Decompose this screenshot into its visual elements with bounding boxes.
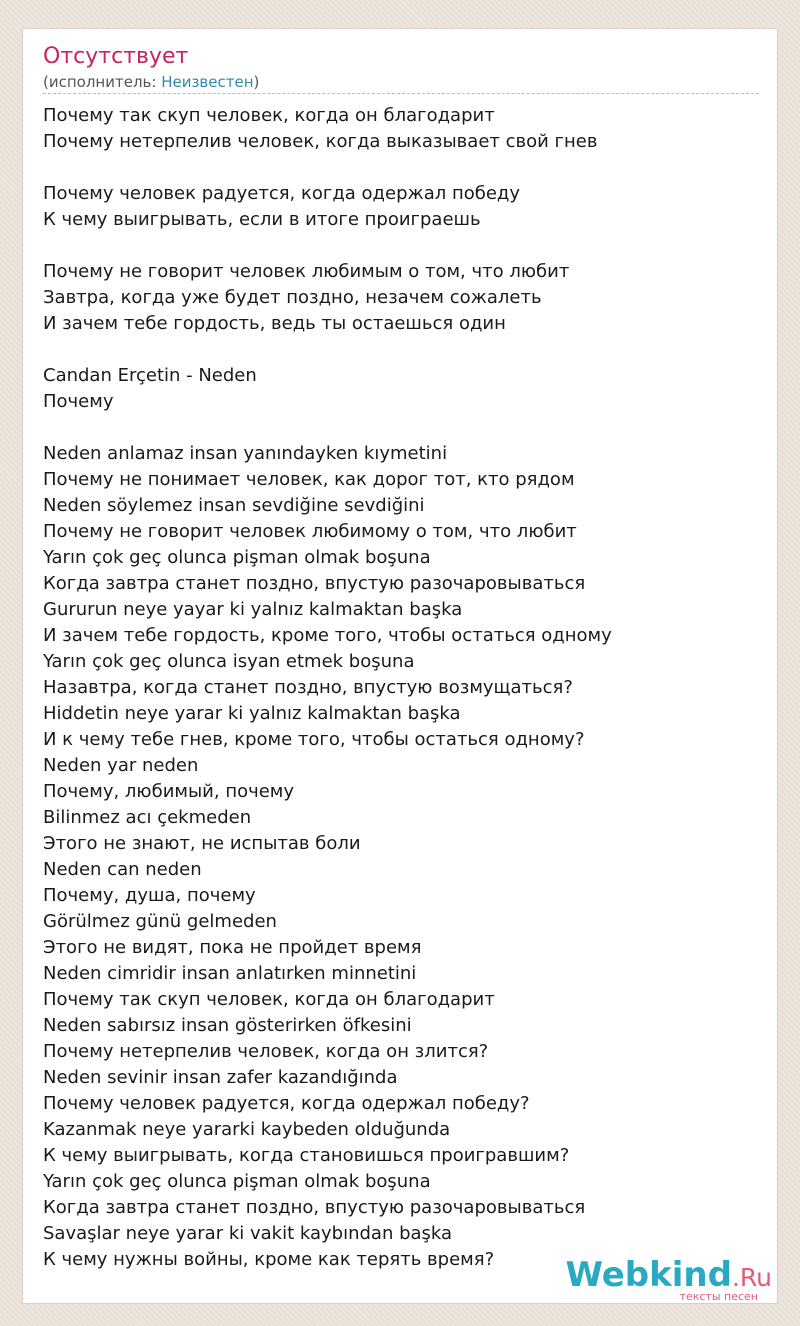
lyric-line: Почему человек радуется, когда одержал победу? [43, 1093, 530, 1114]
lyric-line: Yarın çok geç olunca isyan etmek boşuna [43, 651, 415, 672]
lyric-line: И к чему тебе гнев, кроме того, чтобы остаться одному? [43, 729, 585, 750]
lyric-line: Почему человек радуется, когда одержал победу [43, 183, 521, 204]
lyric-line: Hiddetin neye yarar ki yalnız kalmaktan başka [43, 703, 461, 724]
lyric-line: К чему нужны войны, кроме как терять время? [43, 1249, 495, 1270]
logo-tld-text: .Ru [731, 1263, 772, 1292]
lyric-blank-line [43, 415, 759, 441]
lyric-blank-line [43, 337, 759, 363]
lyric-line: Этого не знают, не испытав боли [43, 833, 361, 854]
lyric-line: Candan Erçetin - Neden [43, 365, 257, 386]
lyric-line: Yarın çok geç olunca pişman olmak boşuna [43, 547, 431, 568]
lyric-line: Neden cimridir insan anlatırken minnetini [43, 963, 417, 984]
lyric-blank-line [43, 233, 759, 259]
lyrics-text [43, 103, 759, 1273]
lyric-line: Почему нетерпелив человек, когда он злится? [43, 1041, 489, 1062]
lyric-line: Neden can neden [43, 859, 202, 880]
lyric-line: Görülmez günü gelmeden [43, 911, 277, 932]
artist-link[interactable]: Неизвестен [161, 73, 254, 91]
lyric-line: Когда завтра станет поздно, впустую разочаровываться [43, 573, 586, 594]
logo-tagline: тексты песен [679, 1290, 758, 1303]
artist-prefix: (исполнитель: [43, 73, 162, 91]
title-divider [43, 93, 759, 94]
lyric-line: Yarın çok geç olunca pişman olmak boşuna [43, 1171, 431, 1192]
lyric-line: Почему, душа, почему [43, 885, 256, 906]
artist-suffix: ) [253, 73, 260, 91]
lyric-line: Neden yar neden [43, 755, 199, 776]
logo-main-text: Webkind [565, 1255, 732, 1295]
lyric-line: Neden söylemez insan sevdiğine sevdiğini [43, 495, 425, 516]
lyric-line: К чему выигрывать, если в итоге проиграешь [43, 209, 481, 230]
lyric-line: Почему так скуп человек, когда он благодарит [43, 105, 495, 126]
lyric-line: Завтра, когда уже будет поздно, незачем сожалеть [43, 287, 542, 308]
lyric-line: И зачем тебе гордость, ведь ты остаешься один [43, 313, 506, 334]
lyric-line: Почему не говорит человек любимому о том, что любит [43, 521, 577, 542]
lyric-line: Назавтра, когда станет поздно, впустую возмущаться? [43, 677, 573, 698]
lyric-blank-line [43, 155, 759, 181]
lyric-line: Почему не говорит человек любимым о том, что любит [43, 261, 570, 282]
lyric-line: И зачем тебе гордость, кроме того, чтобы остаться одному [43, 625, 612, 646]
lyric-line: Этого не видят, пока не пройдет время [43, 937, 422, 958]
site-logo[interactable] [565, 1255, 772, 1304]
lyric-line: Почему так скуп человек, когда он благодарит [43, 989, 495, 1010]
lyric-line: Bilinmez acı çekmeden [43, 807, 252, 828]
lyric-line: Gururun neye yayar ki yalnız kalmaktan başka [43, 599, 463, 620]
artist-line [43, 72, 259, 92]
lyric-line: Почему, любимый, почему [43, 781, 295, 802]
lyric-line: Когда завтра станет поздно, впустую разочаровываться [43, 1197, 586, 1218]
lyric-line: Почему нетерпелив человек, когда выказывает свой гнев [43, 131, 598, 152]
lyric-line: Neden sevinir insan zafer kazandığında [43, 1067, 398, 1088]
song-title: Отсутствует [43, 44, 189, 69]
lyric-line: Neden sabırsız insan gösterirken öfkesini [43, 1015, 412, 1036]
lyric-line: К чему выигрывать, когда становишься проигравшим? [43, 1145, 570, 1166]
lyrics-card [22, 28, 778, 1304]
lyric-line: Neden anlamaz insan yanındayken kıymetini [43, 443, 448, 464]
lyric-line: Kazanmak neye yararki kaybeden olduğunda [43, 1119, 451, 1140]
lyric-line: Savaşlar neye yarar ki vakit kaybından başka [43, 1223, 453, 1244]
lyric-line: Почему не понимает человек, как дорог тот, кто рядом [43, 469, 575, 490]
lyric-line: Почему [43, 391, 114, 412]
